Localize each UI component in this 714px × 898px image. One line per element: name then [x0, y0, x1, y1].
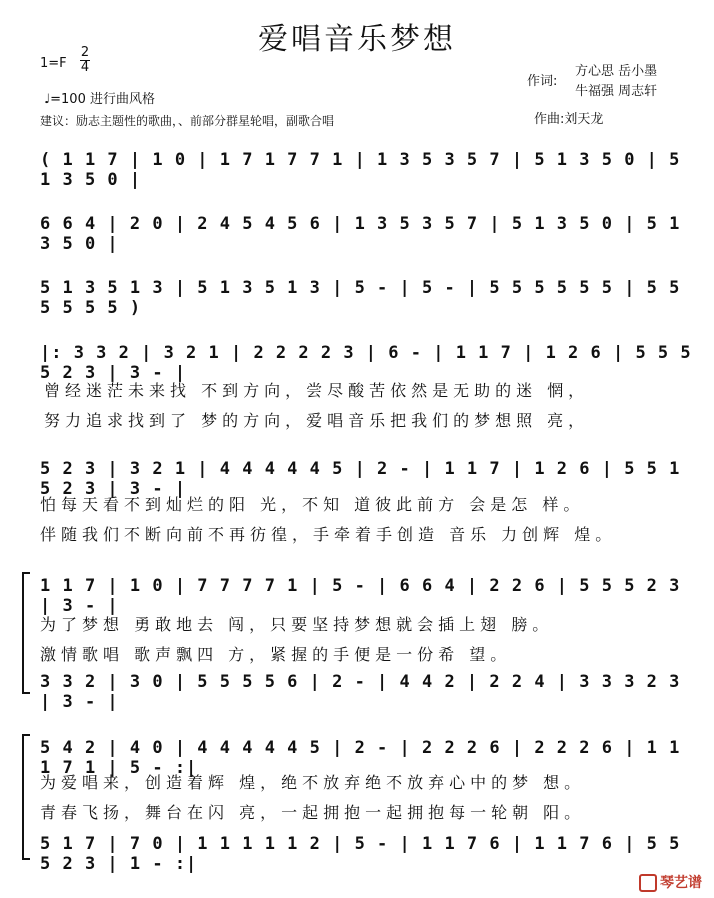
lyric-line-5a: 怕每天看不到灿烂的阳 光，不知 道彼此前方 会是怎 样。 [40, 495, 585, 514]
logo-text: 琴艺谱 [660, 875, 702, 891]
lyric-line-7a: 为爱唱来，创造着辉 煌，绝不放弃绝不放弃心中的梦 想。 [40, 773, 586, 792]
lyric-line-4a: 曾经迷茫未来找 不到方向，尝尽酸苦依然是无助的迷 惘， [44, 381, 590, 400]
time-signature [80, 46, 90, 75]
song-title: 爱唱音乐梦想 [258, 22, 456, 57]
score-line-1: ( 1 1 7 | 1 0 | 1 7 1 7 7 1 | 1 3 5 3 5 7 | 5 1 3 5 0 | 5 1 3 5 0 | [40, 150, 681, 190]
lyricist-label: 作词: [527, 74, 558, 89]
score-line-5: 5 2 3 | 3 2 1 | 4 4 4 4 4 5 | 2 - | 1 1 7 | 1 2 6 | 5 5 1 5 2 3 | 3 - | [40, 459, 681, 499]
lyric-line-7b: 青春飞扬，舞台在闪 亮，一起拥抱一起拥抱每一轮朝 阳。 [40, 803, 586, 822]
performance-suggestion: 建议：励志主题性的歌曲，、前部分群星轮唱，副歌合唱 [40, 114, 335, 128]
composer: 作曲:刘天龙 [534, 112, 604, 127]
lyric-line-6a: 为了梦想 勇敢地去 闯，只要坚持梦想就会插上翅 膀。 [40, 615, 554, 634]
lyric-line-4b: 努力追求找到了 梦的方向，爱唱音乐把我们的梦想照 亮， [44, 411, 590, 430]
lyric-line-5b: 伴随我们不断向前不再彷徨，手牵着手创造 音乐 力创辉 煌。 [40, 525, 617, 544]
score-line-2: 6 6 4 | 2 0 | 2 4 5 4 5 6 | 1 3 5 3 5 7 | 5 1 3 5 0 | 5 1 3 5 0 | [40, 214, 681, 254]
key-signature: 1=F [40, 56, 67, 71]
lyric-line-6b: 激情歌唱 歌声飘四 方，紧握的手便是一份希 望。 [40, 645, 512, 664]
score-line-3: 5 1 3 5 1 3 | 5 1 3 5 1 3 | 5 - | 5 - | 5 5 5 5 5 5 | 5 5 5 5 5 5 ) [40, 278, 681, 318]
system-bracket-7 [22, 734, 30, 860]
site-logo [639, 872, 702, 892]
time-denominator: 4 [80, 60, 90, 75]
score-line-6-upper: 1 1 7 | 1 0 | 7 7 7 7 1 | 5 - | 6 6 4 | 2 2 6 | 5 5 5 2 3 | 3 - | [40, 576, 681, 616]
lyricists-line-1: 方心思 岳小墨 [575, 64, 658, 79]
score-line-6-lower: 3 3 2 | 3 0 | 5 5 5 5 6 | 2 - | 4 4 2 | 2 2 4 | 3 3 3 2 3 | 3 - | [40, 672, 681, 712]
logo-icon [639, 874, 657, 892]
lyricists-line-2: 牛福强 周志轩 [575, 84, 658, 99]
score-line-7-upper: 5 4 2 | 4 0 | 4 4 4 4 4 5 | 2 - | 2 2 2 6 | 2 2 2 6 | 1 1 1 7 1 | 5 - :| [40, 738, 681, 778]
tempo: ♩=100 进行曲风格 [44, 92, 155, 107]
system-bracket-6 [22, 572, 30, 694]
score-line-4: |: 3 3 2 | 3 2 1 | 2 2 2 2 3 | 6 - | 1 1 7 | 1 2 6 | 5 5 5 5 2 3 | 3 - | [40, 343, 692, 383]
time-numerator: 2 [80, 45, 90, 60]
score-line-7-lower: 5 1 7 | 7 0 | 1 1 1 1 1 2 | 5 - | 1 1 7 6 | 1 1 7 6 | 5 5 5 2 3 | 1 - :| [40, 834, 681, 874]
